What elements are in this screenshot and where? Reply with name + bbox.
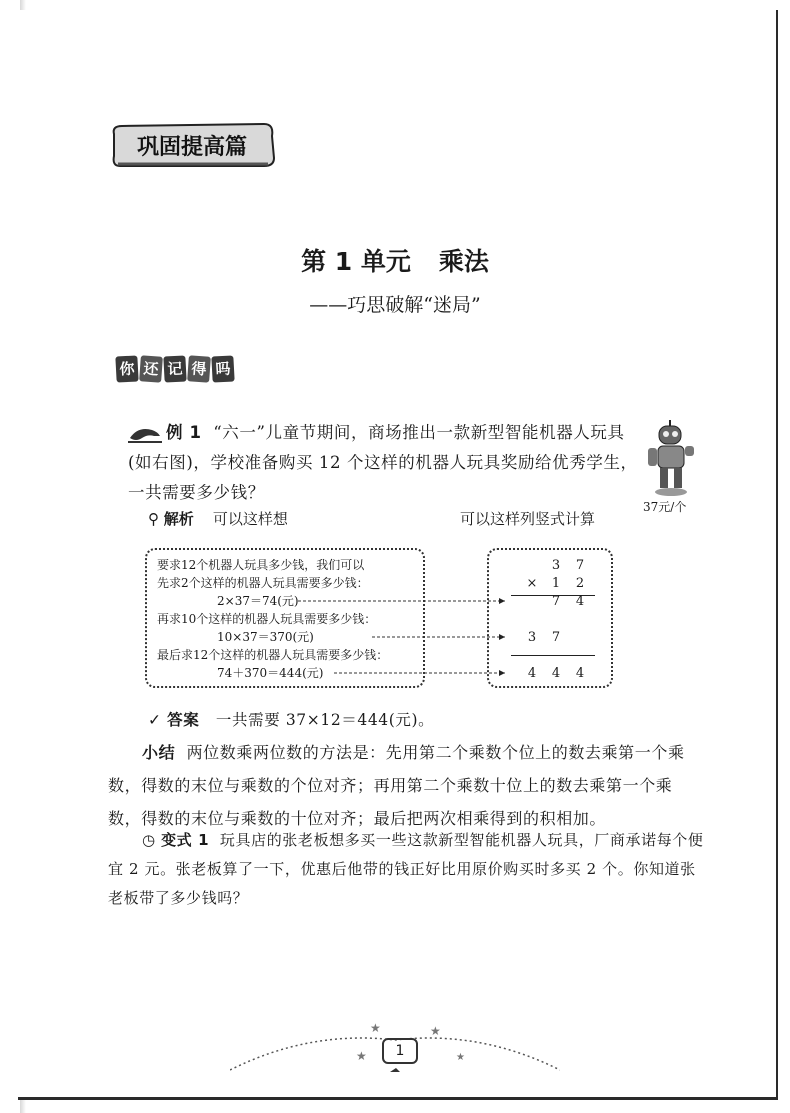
calc-digit: 1 bbox=[551, 576, 561, 591]
reasoning-line: 最后求12个这样的机器人玩具需要多少钱： bbox=[157, 648, 389, 662]
analysis-hint-right: 可以这样列竖式计算 bbox=[460, 510, 596, 528]
vertical-calc-box bbox=[487, 548, 613, 688]
calc-row-partial-2 bbox=[489, 630, 611, 650]
calc-digit: 4 bbox=[575, 666, 585, 681]
star-icon: ★ bbox=[456, 1052, 465, 1063]
reasoning-equation: 2×37＝74(元) bbox=[217, 594, 299, 608]
unit-number: 第 1 单元 bbox=[301, 247, 411, 276]
variant1-paragraph bbox=[108, 826, 704, 913]
star-icon: ★ bbox=[356, 1049, 367, 1063]
calc-row-multiplier bbox=[489, 576, 611, 596]
unit-topic: 乘法 bbox=[438, 247, 489, 276]
variant1-text: 玩具店的张老板想多买一些这款新型智能机器人玩具，厂商承诺每个便宜 2 元。张老板算了一下，优惠后他带的钱正好比用原价购买时多买 2 个。你知道张老板带了多少钱吗？ bbox=[108, 831, 704, 907]
calc-digit: 3 bbox=[551, 558, 561, 573]
example1-label: 例 1 bbox=[166, 423, 202, 442]
calc-row-multiplicand bbox=[489, 558, 611, 578]
analysis-hint-left: 可以这样想 bbox=[212, 510, 288, 528]
recall-char: 吗 bbox=[211, 355, 234, 382]
calc-line bbox=[511, 655, 595, 656]
recall-char: 你 bbox=[115, 355, 138, 382]
calc-times-sign: × bbox=[526, 576, 538, 591]
section-banner-text: 巩固提高篇 bbox=[136, 134, 247, 160]
calc-row-partial-1 bbox=[489, 594, 611, 614]
answer-row bbox=[148, 705, 434, 735]
reasoning-line: 再求10个这样的机器人玩具需要多少钱： bbox=[157, 612, 377, 626]
robot-price: 37元/个 bbox=[643, 500, 687, 514]
unit-subtitle: ——巧思破解“迷局” bbox=[309, 294, 481, 316]
calc-digit: 4 bbox=[551, 666, 561, 681]
reasoning-equation: 10×37＝370(元) bbox=[217, 630, 314, 644]
calc-digit: 4 bbox=[575, 594, 585, 609]
calc-digit: 2 bbox=[575, 576, 585, 591]
star-icon: ★ bbox=[370, 1021, 381, 1035]
summary-paragraph bbox=[108, 736, 704, 835]
calc-digit: 7 bbox=[551, 630, 561, 645]
calc-digit: 4 bbox=[527, 666, 537, 681]
answer-text: 一共需要 37×12＝444(元)。 bbox=[215, 711, 435, 729]
recall-char: 得 bbox=[187, 355, 211, 382]
calc-digit: 7 bbox=[575, 558, 585, 573]
page-number: 1 bbox=[382, 1038, 418, 1064]
summary-label: 小结 bbox=[142, 743, 176, 762]
variant1-label: 变式 1 bbox=[161, 831, 210, 849]
summary-text: 两位数乘两位数的方法是：先用第二个乘数个位上的数去乘第一个乘数，得数的末位与乘数的个位对齐；再用第二个乘数十位上的数去乘第一个乘数，得数的末位与乘数的十位对齐；最后把两次相乘得到的积相加。 bbox=[108, 743, 685, 828]
calc-digit: 3 bbox=[527, 630, 537, 645]
reasoning-equation: 74＋370＝444(元) bbox=[217, 666, 324, 680]
star-icon: ★ bbox=[430, 1024, 441, 1038]
clock-icon: ◷ bbox=[142, 831, 156, 849]
check-icon: ✓ bbox=[148, 711, 162, 729]
recall-char: 记 bbox=[163, 355, 186, 382]
calc-digit: 7 bbox=[551, 594, 561, 609]
example1-text: “六一”儿童节期间，商场推出一款新型智能机器人玩具(如右图)，学校准备购买 12 个这样的机器人玩具奖励给优秀学生，一共需要多少钱？ bbox=[128, 423, 638, 502]
calc-row-total bbox=[489, 666, 611, 686]
analysis-label: 解析 bbox=[163, 510, 194, 528]
reasoning-line: 先求2个这样的机器人玩具需要多少钱： bbox=[157, 576, 369, 590]
magnifier-icon: ⚲ bbox=[148, 510, 159, 528]
reasoning-line: 要求12个机器人玩具多少钱，我们可以 bbox=[157, 558, 365, 572]
recall-char: 还 bbox=[139, 355, 163, 382]
answer-label: 答案 bbox=[167, 711, 200, 729]
